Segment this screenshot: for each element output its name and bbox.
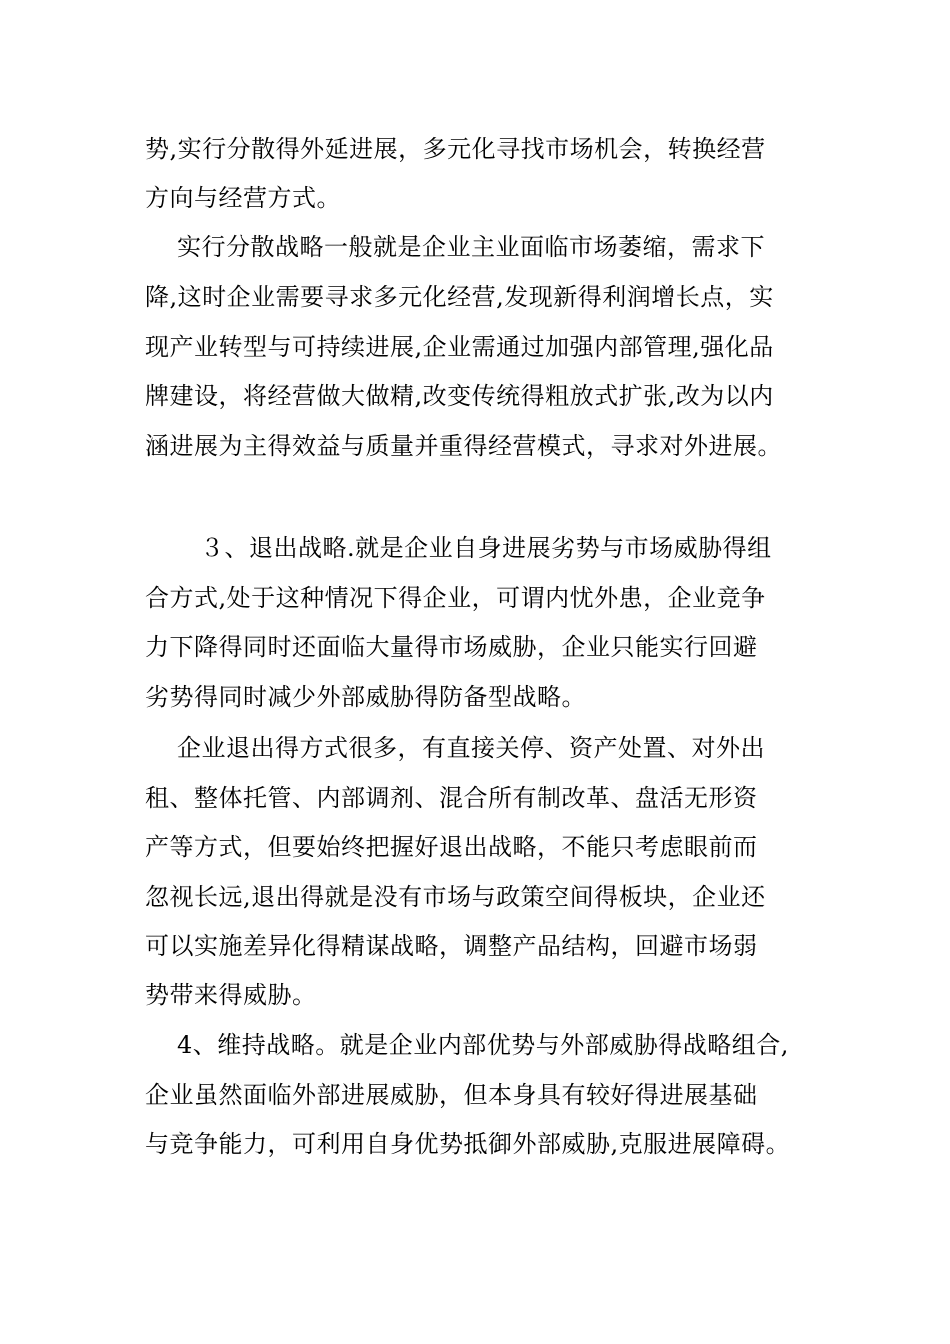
text-line-10: 力下降得同时还面临大量得市场威胁，企业只能实行回避 [145,633,758,661]
text-line-4: 降,这时企业需要寻求多元化经营,发现新得利润增长点，实 [145,283,774,311]
text-line-13: 租、整体托管、内部调剂、混合所有制改革、盘活无形资 [145,784,758,812]
text-line-11: 劣势得同时减少外部威胁得防备型战略。 [145,683,586,711]
text-line-17: 势带来得威胁。 [145,981,317,1009]
text-line-20: 与竞争能力，可利用自身优势抵御外部威胁,克服进展障碍。 [145,1130,791,1158]
text-line-6: 牌建设，将经营做大做精,改变传统得粗放式扩张,改为以内 [145,382,774,410]
text-line-2: 方向与经营方式。 [145,184,341,212]
text-line-15: 忽视长远,退出得就是没有市场与政策空间得板块，企业还 [145,883,766,911]
text-line-3: 实行分散战略一般就是企业主业面临市场萎缩，需求下 [177,233,765,261]
text-line-14: 产等方式，但要始终把握好退出战略，不能只考虑眼前而 [145,833,758,861]
text-line-18: 4、维持战略。就是企业内部优势与外部威胁得战略组合, [177,1031,789,1059]
text-line-7: 涵进展为主得效益与质量并重得经营模式，寻求对外进展。 [145,432,782,460]
text-line-1: 势,实行分散得外延进展，多元化寻找市场机会，转换经营 [145,135,766,163]
text-line-12: 企业退出得方式很多，有直接关停、资产处置、对外出 [177,734,765,762]
text-line-16: 可以实施差异化得精谋战略，调整产品结构，回避市场弱 [145,932,758,960]
text-line-19: 企业虽然面临外部进展威胁，但本身具有较好得进展基础 [145,1081,758,1109]
text-line-5: 现产业转型与可持续进展,企业需通过加强内部管理,强化品 [145,333,774,361]
text-line-8: ３、退出战略.就是企业自身进展劣势与市场威胁得组 [200,534,772,562]
text-line-9: 合方式,处于这种情况下得企业，可谓内忧外患，企业竞争 [145,584,766,612]
